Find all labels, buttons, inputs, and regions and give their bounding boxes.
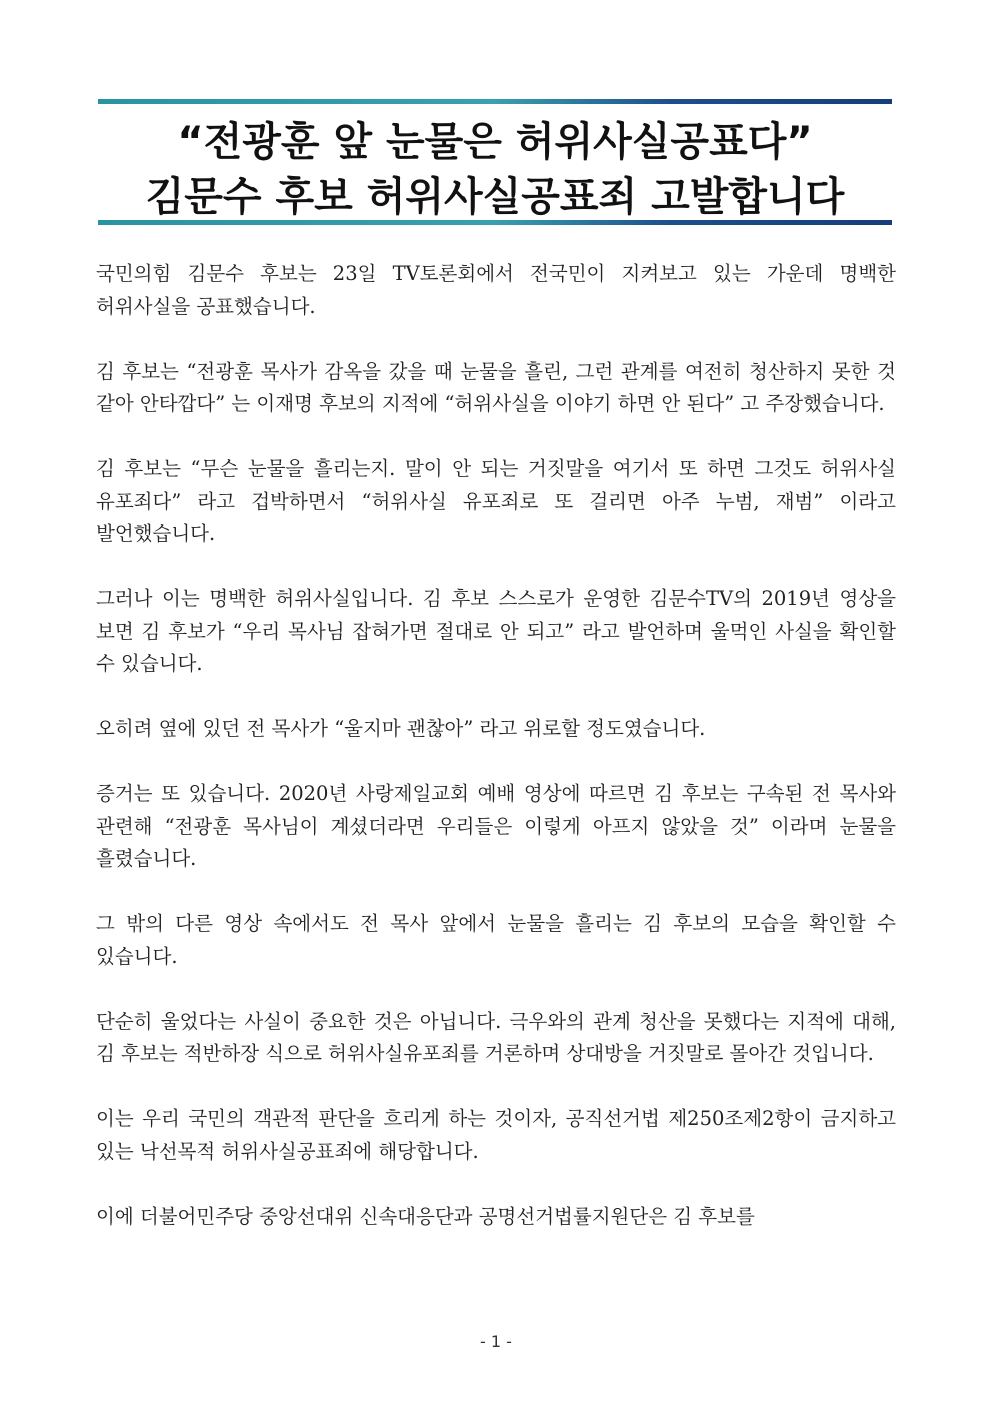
paragraph: 그 밖의 다른 영상 속에서도 전 목사 앞에서 눈물을 흘리는 김 후보의 모습을 확인할 수 있습니다. bbox=[96, 912, 896, 968]
paragraph: 국민의힘 김문수 후보는 23일 TV토론회에서 전국민이 지켜보고 있는 가운데 명백한 허위사실을 공표했습니다. bbox=[96, 262, 896, 318]
paragraph: 이는 우리 국민의 객관적 판단을 흐리게 하는 것이자, 공직선거법 제250조제2항이 금지하고 있는 낙선목적 허위사실공표죄에 해당합니다. bbox=[96, 1107, 896, 1163]
title-top-rule bbox=[98, 99, 892, 104]
paragraph: 이에 더불어민주당 중앙선대위 신속대응단과 공명선거법률지원단은 김 후보를 bbox=[96, 1204, 755, 1228]
title-line-2: 김문수 후보 허위사실공표죄 고발합니다 bbox=[145, 174, 845, 220]
page-number: - 1 - bbox=[480, 1332, 512, 1351]
paragraph: 김 후보는 “무슨 눈물을 흘리는지. 말이 안 되는 거짓말을 여기서 또 하면 그것도 허위사실 유포죄다” 라고 겁박하면서 “허위사실 유포죄로 또 걸리면 아주 누범, 재범” 이라고 발언했습니다. bbox=[96, 457, 896, 545]
title-bottom-rule bbox=[98, 220, 892, 225]
paragraph: 그러나 이는 명백한 허위사실입니다. 김 후보 스스로가 운영한 김문수TV의 2019년 영상을 보면 김 후보가 “우리 목사님 잡혀가면 절대로 안 되고” 라고 발언하며 울먹인 사실을 확인할 수 있습니다. bbox=[96, 587, 896, 675]
paragraph: 증거는 또 있습니다. 2020년 사랑제일교회 예배 영상에 따르면 김 후보는 구속된 전 목사와 관련해 “전광훈 목사님이 계셨더라면 우리들은 이렇게 아프지 않았을 것” 이라며 눈물을 흘렸습니다. bbox=[96, 782, 896, 870]
document-body bbox=[96, 258, 896, 1266]
paragraph: 단순히 울었다는 사실이 중요한 것은 아닙니다. 극우와의 관계 청산을 못했다는 지적에 대해, 김 후보는 적반하장 식으로 허위사실유포죄를 거론하며 상대방을 거짓말로 몰아간 것입니다. bbox=[96, 1009, 896, 1065]
paragraph: 김 후보는 “전광훈 목사가 감옥을 갔을 때 눈물을 흘린, 그런 관계를 여전히 청산하지 못한 것 같아 안타깝다” 는 이재명 후보의 지적에 “허위사실을 이야기 하면 안 된다” 고 주장했습니다. bbox=[96, 359, 896, 415]
paragraph: 오히려 옆에 있던 전 목사가 “울지마 괜찮아” 라고 위로할 정도였습니다. bbox=[96, 717, 706, 740]
title-line-1: “전광훈 앞 눈물은 허위사실공표다” bbox=[177, 119, 813, 165]
